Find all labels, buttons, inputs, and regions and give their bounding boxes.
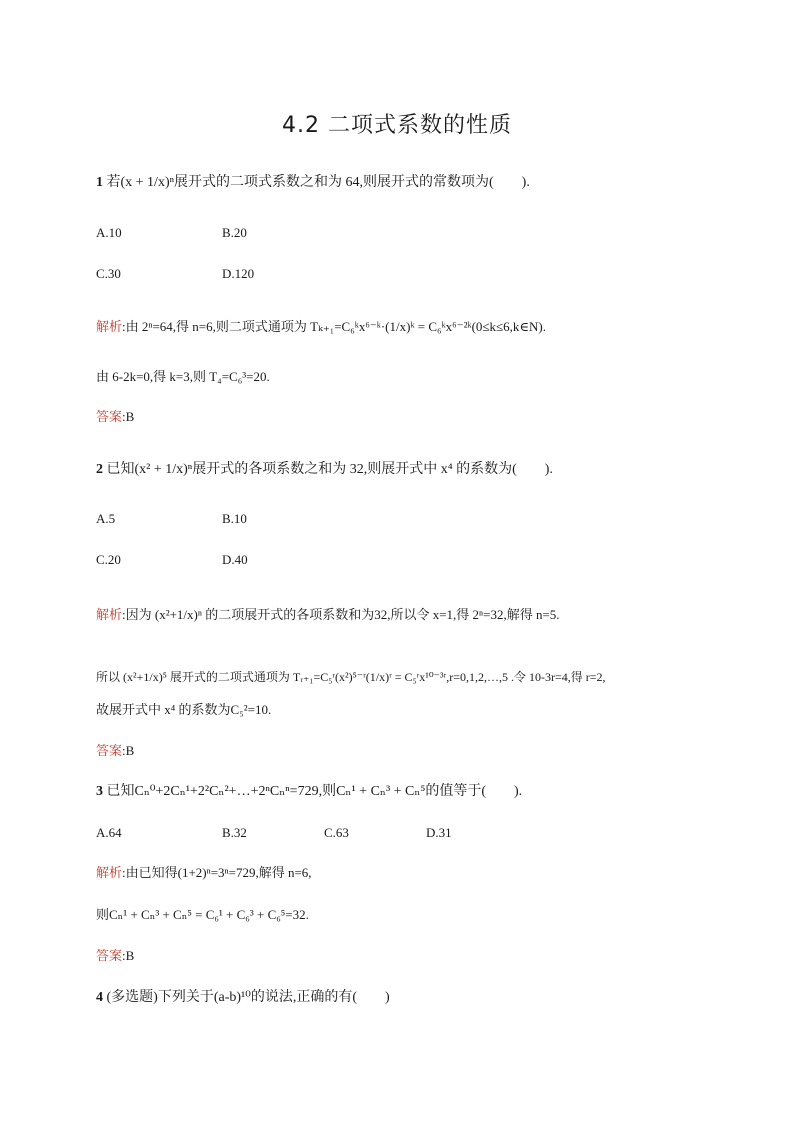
analysis-text: :因为 (x²+1/x)ⁿ 的二项展开式的各项系数和为32,所以令 x=1,得 2ⁿ=32,解得 n=5. (122, 607, 560, 622)
analysis-2-line-2: 所以 (x²+1/x)⁵ 展开式的二项式通项为 Tᵣ₊₁=C₅ʳ(x²)⁵⁻ʳ(1/x)ʳ = C₅ʳx¹⁰⁻³ʳ,r=0,1,2,…,5 .令 10-3r=4,得 r=2, (96, 670, 606, 684)
choice-c: C.20 (96, 552, 121, 567)
choice-b: B.10 (222, 511, 247, 526)
choice-d: D.120 (222, 266, 255, 281)
answer-3 (96, 945, 134, 968)
choice-a: A.64 (96, 825, 122, 840)
answer-value: :B (122, 409, 135, 424)
question-1 (96, 172, 530, 194)
question-number: 2 (96, 462, 103, 477)
question-4 (96, 987, 390, 1009)
answer-label: 答案 (96, 744, 123, 759)
answer-2 (96, 740, 134, 763)
answer-value: :B (122, 948, 135, 963)
analysis-3 (96, 862, 312, 884)
choice-c: C.63 (324, 825, 349, 840)
analysis-2 (96, 604, 560, 626)
question-text: 已知Cₙ⁰+2Cₙ¹+2²Cₙ²+…+2ⁿCₙⁿ=729,则Cₙ¹ + Cₙ³ + Cₙ⁵的值等于( ). (106, 784, 523, 799)
analysis-3-line-2: 则Cₙ¹ + Cₙ³ + Cₙ⁵ = C₆¹ + C₆³ + C₆⁵=32. (96, 907, 309, 922)
analysis-label: 解析 (96, 865, 123, 880)
choice-b: B.32 (222, 825, 247, 840)
page-title: 4.2 二项式系数的性质 (282, 113, 512, 138)
answer-label: 答案 (96, 949, 123, 964)
analysis-1 (96, 316, 546, 338)
question-number: 4 (96, 990, 103, 1005)
question-2 (96, 459, 553, 481)
analysis-2-line-3: 故展开式中 x⁴ 的系数为C₅²=10. (96, 702, 272, 717)
answer-1 (96, 406, 134, 429)
choice-d: D.31 (426, 825, 452, 840)
choice-b: B.20 (222, 225, 247, 240)
choice-a: A.5 (96, 511, 116, 526)
question-text: (多选题)下列关于(a-b)¹⁰的说法,正确的有( ) (106, 990, 390, 1005)
question-3 (96, 781, 522, 803)
analysis-label: 解析 (96, 607, 123, 622)
choice-c: C.30 (96, 266, 121, 281)
question-text: 若(x + 1/x)ⁿ展开式的二项式系数之和为 64,则展开式的常数项为( ). (106, 175, 530, 190)
choice-a: A.10 (96, 225, 122, 240)
analysis-text: :由已知得(1+2)ⁿ=3ⁿ=729,解得 n=6, (122, 865, 312, 880)
analysis-label: 解析 (96, 319, 123, 334)
analysis-1-line-2: 由 6-2k=0,得 k=3,则 T₄=C₆³=20. (96, 369, 270, 384)
question-number: 1 (96, 175, 103, 190)
question-number: 3 (96, 784, 103, 799)
answer-value: :B (122, 743, 135, 758)
analysis-text: :由 2ⁿ=64,得 n=6,则二项式通项为 Tₖ₊₁=C₆ᵏx⁶⁻ᵏ·(1/x)ᵏ = C₆ᵏx⁶⁻²ᵏ(0≤k≤6,k∈N). (122, 319, 547, 334)
question-text: 已知(x² + 1/x)ⁿ展开式的各项系数之和为 32,则展开式中 x⁴ 的系数为( ). (106, 462, 553, 477)
choice-d: D.40 (222, 552, 248, 567)
answer-label: 答案 (96, 410, 123, 425)
